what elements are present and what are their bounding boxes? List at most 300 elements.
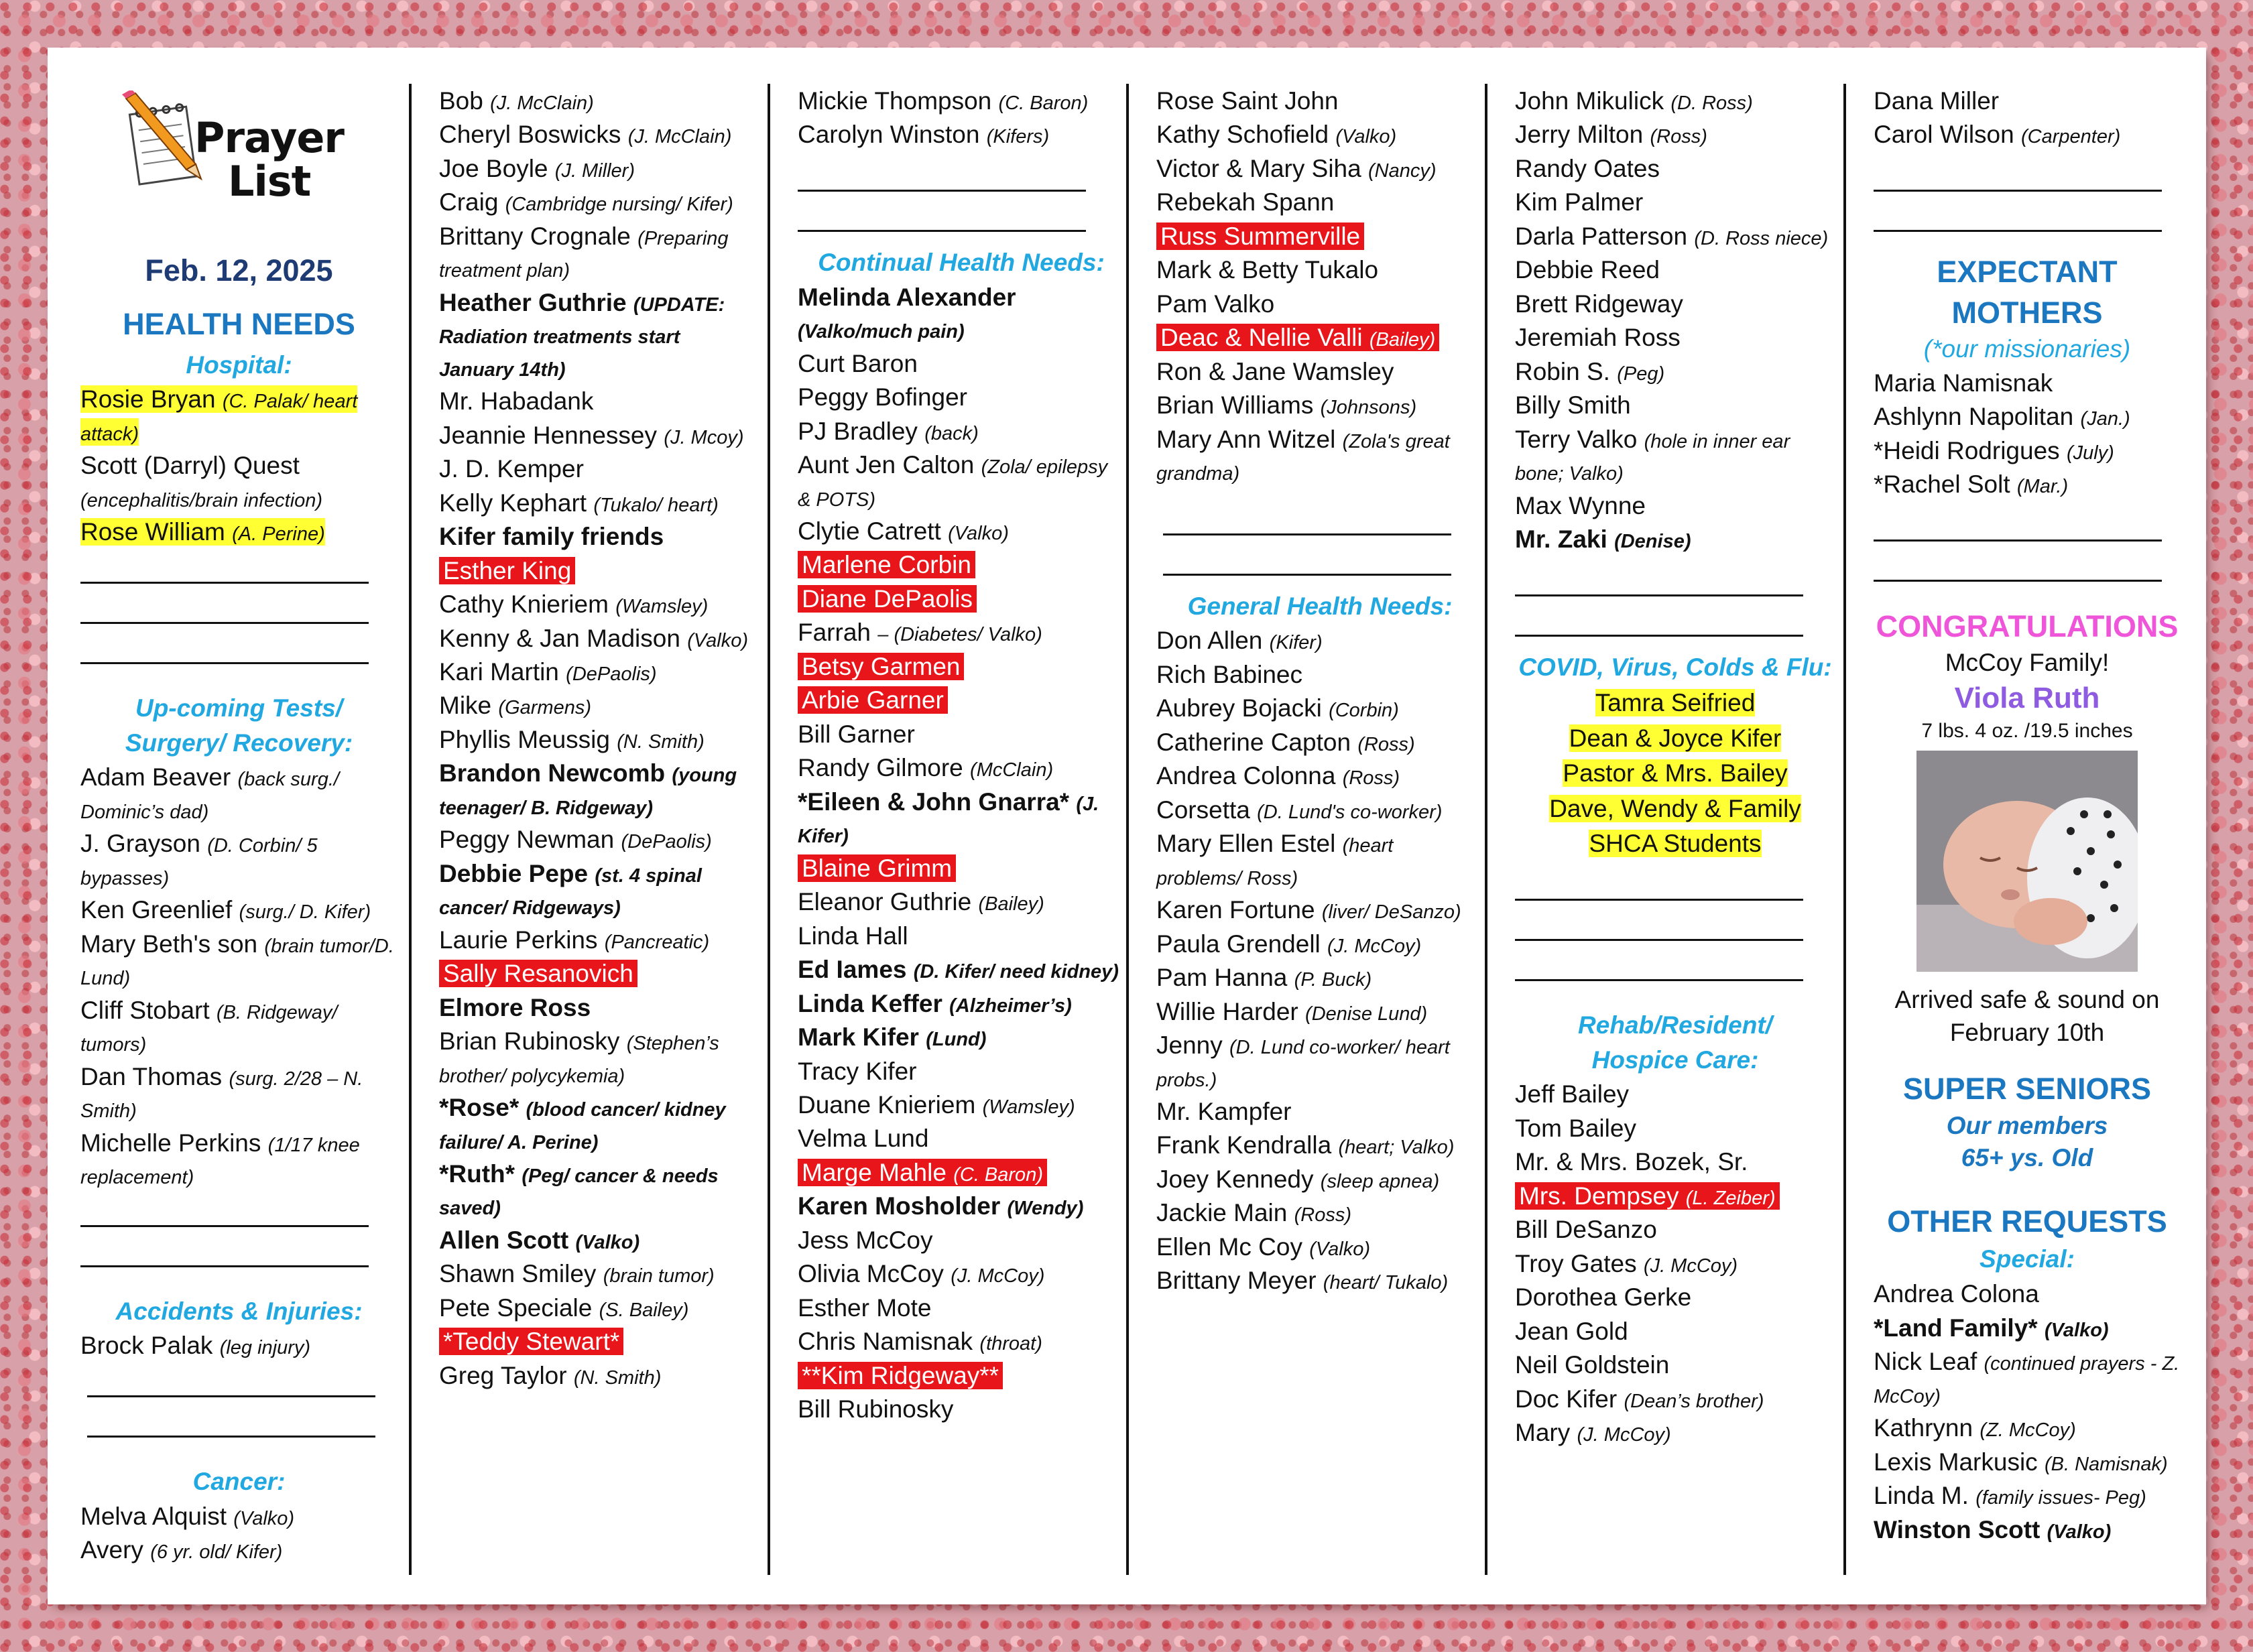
list-item bbox=[1156, 1163, 1483, 1196]
prayer-note: (Valko) bbox=[233, 1507, 295, 1529]
upcoming-heading-line1: Up-coming Tests/ bbox=[135, 694, 343, 722]
list-item bbox=[1156, 726, 1483, 759]
expectant-heading-line2: MOTHERS bbox=[1951, 295, 2103, 330]
person-name: Cliff Stobart bbox=[80, 996, 210, 1024]
prayer-note: (Denise) bbox=[1614, 531, 1691, 553]
list-item-text bbox=[439, 188, 733, 216]
list-item-text bbox=[798, 754, 1053, 781]
list-item-text bbox=[1515, 1283, 1691, 1311]
list-item-text bbox=[798, 990, 1072, 1017]
list-item bbox=[80, 1501, 398, 1533]
list-item bbox=[798, 1258, 1125, 1290]
prayer-note: (continued prayers - Z. McCoy) bbox=[1874, 1353, 2180, 1407]
list-item bbox=[1515, 356, 1835, 388]
list-item bbox=[80, 383, 398, 448]
person-name: *Rose* bbox=[439, 1094, 520, 1122]
list-item-text bbox=[1515, 1216, 1657, 1243]
list-item bbox=[439, 757, 759, 822]
column-divider bbox=[409, 84, 412, 1575]
list-item bbox=[1156, 928, 1483, 960]
person-name: Troy Gates bbox=[1515, 1249, 1637, 1277]
prayer-note: (Stephen’s brother/ polycykemia) bbox=[439, 1033, 719, 1087]
rehab-heading-line1: Rehab/Resident/ bbox=[1578, 1011, 1772, 1039]
person-name: Kifer family friends bbox=[439, 523, 664, 551]
list-item-text bbox=[798, 720, 915, 748]
arrival-line1: Arrived safe & sound on bbox=[1894, 986, 2160, 1014]
prayer-note: (Valko) bbox=[1335, 126, 1397, 148]
person-name: *Heidi Rodrigues bbox=[1874, 436, 2060, 464]
prayer-note: (Garmens) bbox=[498, 697, 591, 719]
person-name: Scott (Darryl) Quest bbox=[80, 452, 300, 480]
column-1 bbox=[80, 84, 406, 1575]
list-item-text bbox=[1156, 391, 1416, 419]
person-name: Tom Bailey bbox=[1515, 1114, 1636, 1142]
list-item bbox=[439, 724, 759, 756]
list-item-text bbox=[439, 87, 594, 115]
column-divider bbox=[1126, 84, 1129, 1575]
list-item bbox=[798, 718, 1125, 751]
prayer-note: (Jan.) bbox=[2080, 408, 2130, 430]
list-item bbox=[798, 1190, 1125, 1222]
person-name: Pete Speciale bbox=[439, 1293, 593, 1322]
list-item bbox=[798, 85, 1125, 117]
list-item-text bbox=[80, 1063, 363, 1123]
person-name: *Rachel Solt bbox=[1874, 470, 2010, 499]
list-item-text bbox=[1156, 87, 1339, 115]
person-name: Brock Palak bbox=[80, 1332, 213, 1360]
list-item-text bbox=[439, 557, 575, 584]
list-item bbox=[798, 1224, 1125, 1257]
person-name: Chris Namisnak bbox=[798, 1328, 973, 1356]
list-item-text bbox=[798, 1125, 928, 1152]
prayer-note: (J. Miller) bbox=[554, 160, 635, 182]
person-name: Carol Wilson bbox=[1874, 121, 2014, 149]
column-3 bbox=[798, 84, 1133, 1575]
list-item bbox=[798, 1326, 1125, 1358]
list-item-text bbox=[1515, 426, 1790, 485]
person-name: J. Grayson bbox=[80, 830, 200, 858]
other-requests-heading: OTHER REQUESTS bbox=[1887, 1204, 2167, 1238]
prayer-note: (Zola's great grandma) bbox=[1156, 430, 1450, 485]
list-item-text bbox=[439, 759, 737, 819]
super-seniors-heading: SUPER SENIORS bbox=[1902, 1072, 2152, 1106]
list-item-text bbox=[1874, 1482, 2146, 1509]
person-name: Randy Oates bbox=[1515, 154, 1660, 182]
list-item-text bbox=[80, 763, 339, 823]
list-item-text bbox=[439, 926, 709, 954]
list-item bbox=[1156, 153, 1483, 185]
list-item bbox=[798, 1292, 1125, 1324]
prayer-note: (Valko) bbox=[2044, 1319, 2109, 1341]
list-item-text bbox=[80, 452, 322, 511]
prayer-note: (J. McCoy) bbox=[1327, 935, 1422, 957]
list-item bbox=[1515, 186, 1835, 218]
prayer-note: (Wamsley) bbox=[615, 596, 709, 618]
list-item-text bbox=[1156, 1165, 1439, 1193]
column-6 bbox=[1874, 84, 2189, 1575]
list-item bbox=[439, 153, 759, 185]
list-item bbox=[80, 450, 398, 515]
list-item bbox=[1156, 322, 1483, 354]
cancer-heading: Cancer: bbox=[192, 1467, 286, 1495]
prayer-note: (D. Ross niece) bbox=[1694, 227, 1829, 249]
list-item bbox=[80, 1330, 398, 1362]
prayer-note: (leg injury) bbox=[219, 1337, 311, 1359]
person-name: Winston Scott bbox=[1874, 1515, 2041, 1543]
list-item-text bbox=[1156, 223, 1364, 250]
person-name: Joey Kennedy bbox=[1156, 1165, 1314, 1193]
list-item bbox=[1156, 894, 1483, 926]
person-name: Doc Kifer bbox=[1515, 1385, 1618, 1413]
list-item bbox=[439, 1158, 759, 1223]
prayer-note: (Dean’s brother) bbox=[1624, 1390, 1764, 1412]
blank-line bbox=[80, 1200, 369, 1227]
person-name: J. D. Kemper bbox=[439, 455, 584, 483]
prayer-note: (J. Mcoy) bbox=[664, 426, 744, 448]
prayer-note: (N. Smith) bbox=[573, 1367, 662, 1389]
list-item-text bbox=[439, 1260, 715, 1287]
prayer-note: (Lund) bbox=[926, 1029, 987, 1051]
list-item bbox=[1515, 424, 1835, 489]
prayer-note: (back surg./ Dominic’s dad) bbox=[80, 769, 339, 823]
blank-line bbox=[1163, 509, 1451, 535]
list-item-text bbox=[1874, 1280, 2039, 1308]
list-item bbox=[1156, 1096, 1483, 1128]
list-item bbox=[798, 684, 1125, 716]
prayer-note: (heart; Valko) bbox=[1338, 1137, 1455, 1159]
person-name: Paula Grendell bbox=[1156, 930, 1321, 958]
list-item-text bbox=[80, 1536, 282, 1564]
list-item-text bbox=[798, 1260, 1044, 1287]
column-divider bbox=[1843, 84, 1846, 1575]
list-item bbox=[1156, 1231, 1483, 1263]
prayer-note: – (Diabetes/ Valko) bbox=[877, 624, 1042, 646]
blank-line bbox=[80, 597, 369, 624]
person-name: **Kim Ridgeway** bbox=[802, 1361, 999, 1389]
list-item-text bbox=[1874, 470, 2068, 498]
continual-heading: Continual Health Needs: bbox=[818, 248, 1105, 276]
person-name: Brian Rubinosky bbox=[439, 1027, 620, 1056]
list-item bbox=[1515, 1113, 1835, 1145]
list-item-text bbox=[1156, 896, 1461, 924]
list-item bbox=[1515, 828, 1835, 860]
person-name: Catherine Capton bbox=[1156, 728, 1351, 756]
list-item-text bbox=[1156, 1233, 1370, 1261]
list-item-text bbox=[1874, 437, 2114, 464]
logo-word-list: List bbox=[228, 157, 311, 206]
list-item bbox=[1515, 523, 1835, 556]
person-name: Mike bbox=[439, 692, 492, 720]
person-name: SHCA Students bbox=[1589, 830, 1762, 858]
list-item-text bbox=[80, 385, 357, 445]
list-item bbox=[798, 786, 1125, 851]
person-name: Laurie Perkins bbox=[439, 926, 598, 954]
list-item-text bbox=[1515, 1115, 1636, 1142]
cancer-list bbox=[80, 1501, 398, 1567]
list-item-text bbox=[439, 223, 729, 282]
column-divider bbox=[1485, 84, 1487, 1575]
person-name: Robin S. bbox=[1515, 357, 1610, 385]
list-item-text bbox=[798, 619, 1042, 646]
prayer-note: (C. Palak/ heart attack) bbox=[80, 391, 358, 445]
prayer-note: (Johnsons) bbox=[1320, 397, 1417, 419]
list-item-text bbox=[798, 1023, 986, 1051]
list-item bbox=[1515, 85, 1835, 117]
prayer-note: (D. Ross) bbox=[1670, 92, 1753, 114]
person-name: Pam Valko bbox=[1156, 290, 1275, 318]
person-name: Dave, Wendy & Family bbox=[1549, 794, 1801, 822]
person-name: Betsy Garmen bbox=[802, 652, 961, 680]
bulletin-date: Feb. 12, 2025 bbox=[145, 253, 333, 288]
list-item-text bbox=[798, 87, 1088, 115]
list-item-text bbox=[798, 418, 979, 445]
prayer-note: (N. Smith) bbox=[617, 730, 705, 753]
list-item-text bbox=[1515, 1182, 1780, 1210]
list-item-text bbox=[1156, 1199, 1351, 1226]
list-item-text bbox=[1515, 391, 1631, 419]
list-item bbox=[1515, 1349, 1835, 1381]
person-name: *Eileen & John Gnarra* bbox=[798, 787, 1070, 816]
person-name: Mary Ann Witzel bbox=[1156, 425, 1336, 453]
person-name: Maria Namisnak bbox=[1874, 369, 2053, 397]
person-name: Dana Miller bbox=[1874, 87, 2000, 115]
person-name: Eleanor Guthrie bbox=[798, 888, 972, 916]
list-item-text bbox=[1874, 1414, 2076, 1442]
hospital-list bbox=[80, 383, 398, 548]
list-item bbox=[439, 690, 759, 722]
person-name: Mickie Thompson bbox=[798, 87, 992, 115]
person-name: Bill Rubinosky bbox=[798, 1395, 954, 1423]
person-name: Jerry Milton bbox=[1515, 121, 1644, 149]
prayer-note: (UPDATE: Radiation treatments start January 14th) bbox=[439, 294, 725, 381]
prayer-note: (Ross) bbox=[1342, 767, 1400, 789]
list-item bbox=[798, 1056, 1125, 1088]
person-name: Rich Babinec bbox=[1156, 660, 1303, 688]
list-item-text bbox=[1156, 627, 1323, 654]
person-name: Nick Leaf bbox=[1874, 1348, 1977, 1376]
prayer-note: (D. Kifer/ need kidney) bbox=[913, 961, 1119, 983]
list-item bbox=[439, 623, 759, 655]
prayer-note: (D. Corbin/ 5 bypasses) bbox=[80, 835, 318, 889]
list-item-text bbox=[1515, 155, 1660, 182]
list-item bbox=[1156, 625, 1483, 657]
list-item-text bbox=[80, 1129, 360, 1189]
prayer-note: (Ross) bbox=[1650, 126, 1707, 148]
upcoming-heading-line2: Surgery/ Recovery: bbox=[125, 728, 353, 757]
person-name: Linda M. bbox=[1874, 1482, 1969, 1510]
list-item bbox=[439, 824, 759, 856]
list-item bbox=[1874, 1312, 2181, 1344]
list-item-text bbox=[439, 692, 591, 719]
list-item bbox=[1874, 1412, 2181, 1444]
person-name: Avery bbox=[80, 1536, 143, 1564]
list-item bbox=[1515, 722, 1835, 755]
person-name: Greg Taylor bbox=[439, 1361, 567, 1389]
prayer-note: (Kifer) bbox=[1269, 632, 1323, 654]
list-item bbox=[1156, 996, 1483, 1028]
prayer-note: (J. McCoy) bbox=[1577, 1423, 1671, 1446]
person-name: Ed Iames bbox=[798, 956, 907, 984]
prayer-note: (A. Perine) bbox=[232, 523, 325, 546]
list-item bbox=[798, 1360, 1125, 1392]
person-name: Elmore Ross bbox=[439, 993, 591, 1021]
list-item-text bbox=[439, 860, 702, 919]
list-item bbox=[1156, 1197, 1483, 1229]
list-item-text bbox=[1515, 290, 1683, 318]
list-item bbox=[439, 555, 759, 587]
list-item bbox=[798, 1089, 1125, 1121]
list-item bbox=[1874, 1278, 2181, 1310]
list-item bbox=[798, 583, 1125, 615]
list-item-text bbox=[1515, 1148, 1748, 1176]
person-name: Shawn Smiley bbox=[439, 1260, 597, 1288]
list-item-text bbox=[1156, 1031, 1450, 1091]
person-name: Mrs. Dempsey bbox=[1519, 1182, 1679, 1210]
person-name: Blaine Grimm bbox=[802, 854, 953, 882]
list-item bbox=[798, 549, 1125, 581]
prayer-note: (Denise Lund) bbox=[1305, 1003, 1428, 1025]
expectant-list bbox=[1874, 367, 2181, 501]
list-item-text bbox=[80, 896, 371, 924]
list-item bbox=[1515, 322, 1835, 354]
list-item-text bbox=[439, 1328, 623, 1355]
list-item-text bbox=[439, 289, 725, 381]
prayer-note: (Valko) bbox=[1309, 1238, 1371, 1260]
list-item bbox=[798, 1393, 1125, 1425]
prayer-note: (Zola/ epilepsy & POTS) bbox=[798, 456, 1108, 511]
person-name: John Mikulick bbox=[1515, 87, 1664, 115]
baby-name: Viola Ruth bbox=[1954, 682, 2100, 715]
prayer-note: (DePaolis) bbox=[566, 663, 657, 685]
person-name: Ken Greenlief bbox=[80, 896, 233, 924]
person-name: Randy Gilmore bbox=[798, 754, 963, 782]
prayer-note: (surg. 2/28 – N. Smith) bbox=[80, 1068, 363, 1123]
list-item bbox=[1156, 254, 1483, 286]
general-list bbox=[1156, 625, 1483, 1297]
list-item-text bbox=[798, 121, 1049, 148]
person-name: Kenny & Jan Madison bbox=[439, 624, 680, 652]
list-item-text bbox=[1874, 1448, 2168, 1476]
prayer-note: (throat) bbox=[979, 1333, 1042, 1355]
person-name: Ron & Jane Wamsley bbox=[1156, 357, 1394, 385]
person-name: Duane Knieriem bbox=[798, 1090, 976, 1119]
blank-line bbox=[1163, 549, 1451, 576]
person-name: Rebekah Spann bbox=[1156, 188, 1335, 216]
list-item bbox=[1515, 1281, 1835, 1314]
list-item bbox=[439, 420, 759, 452]
list-item-text bbox=[798, 1226, 932, 1254]
prayer-note: (Kifers) bbox=[986, 126, 1050, 148]
covid-list bbox=[1515, 687, 1835, 860]
person-name: Ashlynn Napolitan bbox=[1874, 403, 2074, 431]
list-item-text bbox=[1515, 188, 1643, 216]
list-item-text bbox=[439, 1094, 726, 1153]
list-item bbox=[1515, 389, 1835, 422]
person-name: Arbie Garner bbox=[802, 686, 944, 714]
person-name: *Ruth* bbox=[439, 1160, 515, 1188]
prayer-note: (Ross) bbox=[1294, 1204, 1352, 1226]
prayer-note: (Cambridge nursing/ Kifer) bbox=[505, 194, 733, 216]
list-item-text bbox=[798, 1294, 931, 1322]
expectant-heading bbox=[1874, 252, 2181, 334]
list-item bbox=[798, 651, 1125, 683]
prayer-note: (J. McClain) bbox=[627, 126, 732, 148]
prayer-note: (sleep apnea) bbox=[1320, 1170, 1440, 1192]
list-item bbox=[1156, 1029, 1483, 1094]
person-name: *Land Family* bbox=[1874, 1314, 2038, 1342]
list-item bbox=[439, 85, 759, 117]
prayer-note: (Peg) bbox=[1617, 363, 1665, 385]
list-item bbox=[1156, 828, 1483, 893]
list-item bbox=[1156, 962, 1483, 994]
prayer-note: (Bailey) bbox=[1369, 329, 1436, 351]
list-item-text bbox=[1156, 998, 1427, 1025]
blank-line bbox=[798, 165, 1086, 192]
super-seniors-line1: Our members bbox=[1946, 1111, 2108, 1139]
list-item-text bbox=[1156, 930, 1421, 958]
list-item bbox=[439, 287, 759, 384]
person-name: Cathy Knieriem bbox=[439, 590, 609, 619]
prayer-note: (Alzheimer’s) bbox=[949, 995, 1072, 1017]
list-item-text bbox=[80, 1332, 310, 1359]
blank-line bbox=[1874, 515, 2162, 542]
blank-line bbox=[1874, 165, 2162, 192]
person-name: Farrah bbox=[798, 619, 871, 647]
list-item bbox=[1515, 490, 1835, 522]
list-item-text bbox=[80, 1503, 294, 1530]
person-name: Darla Patterson bbox=[1515, 222, 1688, 250]
list-item-text bbox=[798, 383, 967, 411]
person-name: Mr. Zaki bbox=[1515, 525, 1607, 554]
person-name: Michelle Perkins bbox=[80, 1129, 261, 1157]
person-name: Melinda Alexander bbox=[798, 283, 1016, 311]
person-name: Andrea Colonna bbox=[1156, 762, 1336, 790]
list-item bbox=[439, 487, 759, 519]
person-name: Tracy Kifer bbox=[798, 1057, 917, 1085]
list-item-text bbox=[798, 922, 908, 950]
person-name: Neil Goldstein bbox=[1515, 1351, 1670, 1379]
list-item-text bbox=[798, 1091, 1075, 1119]
person-name: Terry Valko bbox=[1515, 425, 1638, 453]
person-name: Brittany Meyer bbox=[1156, 1267, 1317, 1295]
expectant-heading-line1: EXPECTANT bbox=[1937, 254, 2118, 289]
list-item bbox=[798, 1123, 1125, 1155]
list-item-text bbox=[798, 585, 977, 613]
prayer-note: (Tukalo/ heart) bbox=[593, 494, 719, 516]
list-item-text bbox=[439, 387, 593, 415]
accidents-list bbox=[80, 1330, 398, 1362]
person-name: Frank Kendralla bbox=[1156, 1131, 1332, 1159]
list-item-text bbox=[439, 726, 705, 753]
list-item bbox=[439, 1258, 759, 1290]
congrats-family: McCoy Family! bbox=[1945, 648, 2110, 676]
person-name: Craig bbox=[439, 188, 499, 216]
person-name: Mr. Habadank bbox=[439, 387, 594, 416]
list-item-text bbox=[1874, 403, 2130, 430]
list-item bbox=[439, 385, 759, 418]
person-name: Brian Williams bbox=[1156, 391, 1314, 420]
prayer-note: (Ross) bbox=[1357, 733, 1415, 755]
person-name: Marge Mahle bbox=[802, 1158, 947, 1186]
prayer-note: (C. Baron) bbox=[998, 92, 1089, 114]
prayer-note: (Wamsley) bbox=[982, 1096, 1075, 1118]
list-item bbox=[439, 1326, 759, 1358]
baby-stats: 7 lbs. 4 oz. /19.5 inches bbox=[1921, 719, 2133, 742]
person-name: Carolyn Winston bbox=[798, 121, 980, 149]
prayer-note: (D. Lund's co-worker) bbox=[1257, 801, 1443, 823]
blank-line bbox=[1874, 205, 2162, 232]
list-item bbox=[1874, 1446, 2181, 1478]
